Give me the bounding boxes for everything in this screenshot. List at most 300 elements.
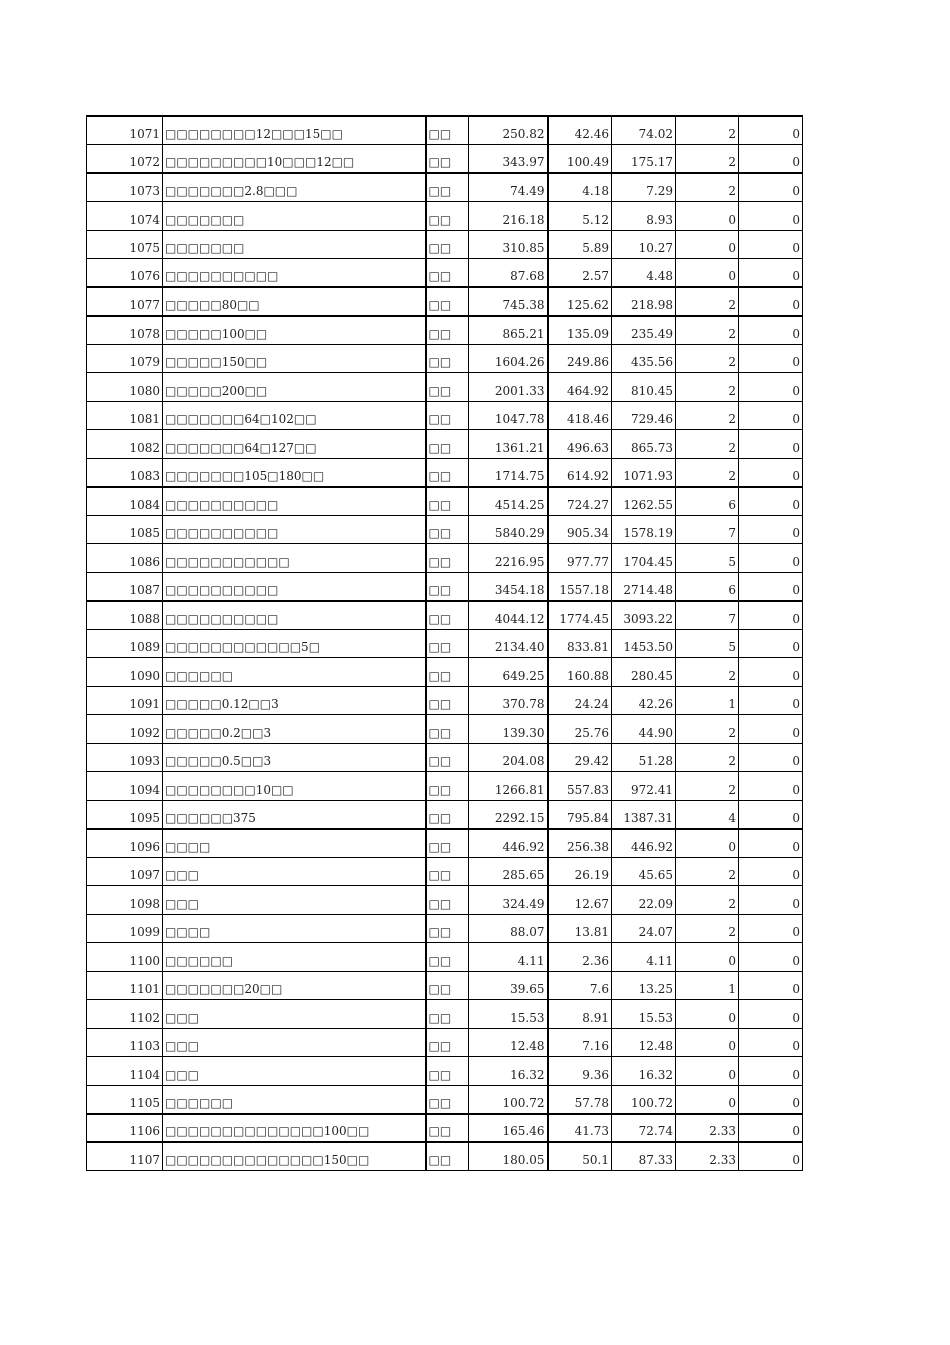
value-2-cell: 41.73 bbox=[548, 1114, 612, 1143]
table-row bbox=[87, 857, 803, 886]
value-3-cell: 51.28 bbox=[612, 743, 676, 772]
item-name-cell: □□□□□□□□□□□□□□150□□ bbox=[163, 1142, 426, 1171]
value-1-cell: 1047.78 bbox=[469, 401, 548, 430]
row-number-cell: 1082 bbox=[87, 430, 163, 459]
value-1-cell: 204.08 bbox=[469, 743, 548, 772]
value-2-cell: 100.49 bbox=[548, 145, 612, 174]
item-name-cell: □□□□□□□□□□□□□□100□□ bbox=[163, 1114, 426, 1143]
value-5-cell: 0 bbox=[739, 173, 803, 202]
value-1-cell: 15.53 bbox=[469, 1000, 548, 1029]
value-1-cell: 1361.21 bbox=[469, 430, 548, 459]
row-number-cell: 1092 bbox=[87, 715, 163, 744]
value-2-cell: 2.36 bbox=[548, 943, 612, 972]
unit-cell: □□ bbox=[426, 943, 469, 972]
value-3-cell: 10.27 bbox=[612, 230, 676, 259]
item-name-cell: □□□□□□ bbox=[163, 1085, 426, 1114]
unit-cell: □□ bbox=[426, 743, 469, 772]
value-4-cell: 2.33 bbox=[676, 1142, 739, 1171]
value-1-cell: 12.48 bbox=[469, 1028, 548, 1057]
value-2-cell: 13.81 bbox=[548, 914, 612, 943]
value-4-cell: 2 bbox=[676, 914, 739, 943]
unit-cell: □□ bbox=[426, 287, 469, 316]
value-3-cell: 972.41 bbox=[612, 772, 676, 801]
value-3-cell: 280.45 bbox=[612, 658, 676, 687]
table-row bbox=[87, 230, 803, 259]
value-5-cell: 0 bbox=[739, 515, 803, 544]
row-number-cell: 1072 bbox=[87, 145, 163, 174]
value-3-cell: 1453.50 bbox=[612, 629, 676, 658]
item-name-cell: □□□□□□□ bbox=[163, 230, 426, 259]
value-1-cell: 865.21 bbox=[469, 316, 548, 345]
unit-cell: □□ bbox=[426, 230, 469, 259]
value-4-cell: 6 bbox=[676, 487, 739, 516]
row-number-cell: 1102 bbox=[87, 1000, 163, 1029]
item-name-cell: □□□ bbox=[163, 1057, 426, 1086]
item-name-cell: □□□□□□□□□□ bbox=[163, 572, 426, 601]
table-row bbox=[87, 715, 803, 744]
table-row bbox=[87, 829, 803, 858]
value-1-cell: 216.18 bbox=[469, 202, 548, 231]
value-5-cell: 0 bbox=[739, 259, 803, 288]
table-row bbox=[87, 629, 803, 658]
row-number-cell: 1083 bbox=[87, 458, 163, 487]
value-5-cell: 0 bbox=[739, 772, 803, 801]
unit-cell: □□ bbox=[426, 202, 469, 231]
value-4-cell: 0 bbox=[676, 1000, 739, 1029]
value-1-cell: 285.65 bbox=[469, 857, 548, 886]
unit-cell: □□ bbox=[426, 145, 469, 174]
value-4-cell: 0 bbox=[676, 943, 739, 972]
table-row bbox=[87, 1114, 803, 1143]
row-number-cell: 1104 bbox=[87, 1057, 163, 1086]
value-2-cell: 26.19 bbox=[548, 857, 612, 886]
value-2-cell: 2.57 bbox=[548, 259, 612, 288]
item-name-cell: □□□□□□□64□102□□ bbox=[163, 401, 426, 430]
value-5-cell: 0 bbox=[739, 886, 803, 915]
value-1-cell: 100.72 bbox=[469, 1085, 548, 1114]
unit-cell: □□ bbox=[426, 886, 469, 915]
value-5-cell: 0 bbox=[739, 800, 803, 829]
value-3-cell: 1578.19 bbox=[612, 515, 676, 544]
table-row bbox=[87, 572, 803, 601]
value-3-cell: 44.90 bbox=[612, 715, 676, 744]
item-name-cell: □□□ bbox=[163, 1028, 426, 1057]
table-row bbox=[87, 1028, 803, 1057]
table-row bbox=[87, 544, 803, 573]
unit-cell: □□ bbox=[426, 1142, 469, 1171]
value-2-cell: 249.86 bbox=[548, 344, 612, 373]
value-4-cell: 2 bbox=[676, 458, 739, 487]
value-5-cell: 0 bbox=[739, 686, 803, 715]
value-4-cell: 0 bbox=[676, 1085, 739, 1114]
value-2-cell: 135.09 bbox=[548, 316, 612, 345]
row-number-cell: 1087 bbox=[87, 572, 163, 601]
unit-cell: □□ bbox=[426, 658, 469, 687]
value-2-cell: 42.46 bbox=[548, 116, 612, 145]
row-number-cell: 1073 bbox=[87, 173, 163, 202]
unit-cell: □□ bbox=[426, 601, 469, 630]
table-row bbox=[87, 458, 803, 487]
value-4-cell: 0 bbox=[676, 230, 739, 259]
table-body bbox=[87, 116, 803, 1171]
value-3-cell: 1387.31 bbox=[612, 800, 676, 829]
table-row bbox=[87, 800, 803, 829]
value-4-cell: 2 bbox=[676, 430, 739, 459]
row-number-cell: 1096 bbox=[87, 829, 163, 858]
unit-cell: □□ bbox=[426, 316, 469, 345]
value-5-cell: 0 bbox=[739, 914, 803, 943]
item-name-cell: □□□□□□□64□127□□ bbox=[163, 430, 426, 459]
value-4-cell: 2 bbox=[676, 772, 739, 801]
value-3-cell: 1704.45 bbox=[612, 544, 676, 573]
unit-cell: □□ bbox=[426, 1057, 469, 1086]
unit-cell: □□ bbox=[426, 572, 469, 601]
value-1-cell: 165.46 bbox=[469, 1114, 548, 1143]
row-number-cell: 1091 bbox=[87, 686, 163, 715]
value-4-cell: 2 bbox=[676, 401, 739, 430]
value-2-cell: 418.46 bbox=[548, 401, 612, 430]
value-1-cell: 87.68 bbox=[469, 259, 548, 288]
value-3-cell: 810.45 bbox=[612, 373, 676, 402]
row-number-cell: 1089 bbox=[87, 629, 163, 658]
value-4-cell: 2 bbox=[676, 116, 739, 145]
value-4-cell: 5 bbox=[676, 629, 739, 658]
value-4-cell: 0 bbox=[676, 259, 739, 288]
value-1-cell: 3454.18 bbox=[469, 572, 548, 601]
table-row bbox=[87, 373, 803, 402]
row-number-cell: 1081 bbox=[87, 401, 163, 430]
value-5-cell: 0 bbox=[739, 1028, 803, 1057]
unit-cell: □□ bbox=[426, 401, 469, 430]
value-1-cell: 370.78 bbox=[469, 686, 548, 715]
value-2-cell: 977.77 bbox=[548, 544, 612, 573]
value-3-cell: 72.74 bbox=[612, 1114, 676, 1143]
value-3-cell: 3093.22 bbox=[612, 601, 676, 630]
value-4-cell: 5 bbox=[676, 544, 739, 573]
value-2-cell: 7.6 bbox=[548, 971, 612, 1000]
value-2-cell: 614.92 bbox=[548, 458, 612, 487]
unit-cell: □□ bbox=[426, 1028, 469, 1057]
item-name-cell: □□□□□200□□ bbox=[163, 373, 426, 402]
value-2-cell: 160.88 bbox=[548, 658, 612, 687]
value-3-cell: 1071.93 bbox=[612, 458, 676, 487]
value-5-cell: 0 bbox=[739, 943, 803, 972]
table-row bbox=[87, 914, 803, 943]
value-1-cell: 2134.40 bbox=[469, 629, 548, 658]
value-3-cell: 7.29 bbox=[612, 173, 676, 202]
value-1-cell: 180.05 bbox=[469, 1142, 548, 1171]
value-4-cell: 2 bbox=[676, 743, 739, 772]
value-2-cell: 464.92 bbox=[548, 373, 612, 402]
row-number-cell: 1084 bbox=[87, 487, 163, 516]
value-1-cell: 1604.26 bbox=[469, 344, 548, 373]
value-4-cell: 0 bbox=[676, 1028, 739, 1057]
value-3-cell: 42.26 bbox=[612, 686, 676, 715]
value-4-cell: 2 bbox=[676, 287, 739, 316]
value-4-cell: 2 bbox=[676, 145, 739, 174]
value-1-cell: 343.97 bbox=[469, 145, 548, 174]
value-4-cell: 2 bbox=[676, 344, 739, 373]
table-row bbox=[87, 772, 803, 801]
value-4-cell: 2 bbox=[676, 886, 739, 915]
value-5-cell: 0 bbox=[739, 1114, 803, 1143]
table-row bbox=[87, 173, 803, 202]
unit-cell: □□ bbox=[426, 458, 469, 487]
value-5-cell: 0 bbox=[739, 116, 803, 145]
table-row bbox=[87, 1142, 803, 1171]
unit-cell: □□ bbox=[426, 1000, 469, 1029]
table-row bbox=[87, 943, 803, 972]
value-5-cell: 0 bbox=[739, 316, 803, 345]
value-2-cell: 125.62 bbox=[548, 287, 612, 316]
item-name-cell: □□□□ bbox=[163, 914, 426, 943]
value-4-cell: 4 bbox=[676, 800, 739, 829]
row-number-cell: 1074 bbox=[87, 202, 163, 231]
item-name-cell: □□□□□0.2□□3 bbox=[163, 715, 426, 744]
value-4-cell: 7 bbox=[676, 515, 739, 544]
table-row bbox=[87, 1057, 803, 1086]
value-1-cell: 446.92 bbox=[469, 829, 548, 858]
row-number-cell: 1103 bbox=[87, 1028, 163, 1057]
table-row bbox=[87, 686, 803, 715]
unit-cell: □□ bbox=[426, 686, 469, 715]
row-number-cell: 1100 bbox=[87, 943, 163, 972]
value-2-cell: 724.27 bbox=[548, 487, 612, 516]
value-2-cell: 1774.45 bbox=[548, 601, 612, 630]
unit-cell: □□ bbox=[426, 544, 469, 573]
value-3-cell: 87.33 bbox=[612, 1142, 676, 1171]
row-number-cell: 1105 bbox=[87, 1085, 163, 1114]
value-1-cell: 74.49 bbox=[469, 173, 548, 202]
unit-cell: □□ bbox=[426, 373, 469, 402]
value-2-cell: 557.83 bbox=[548, 772, 612, 801]
value-2-cell: 57.78 bbox=[548, 1085, 612, 1114]
value-5-cell: 0 bbox=[739, 971, 803, 1000]
item-name-cell: □□□□□□ bbox=[163, 658, 426, 687]
value-2-cell: 50.1 bbox=[548, 1142, 612, 1171]
value-1-cell: 5840.29 bbox=[469, 515, 548, 544]
value-2-cell: 833.81 bbox=[548, 629, 612, 658]
row-number-cell: 1097 bbox=[87, 857, 163, 886]
value-3-cell: 15.53 bbox=[612, 1000, 676, 1029]
value-5-cell: 0 bbox=[739, 287, 803, 316]
value-2-cell: 25.76 bbox=[548, 715, 612, 744]
value-1-cell: 1266.81 bbox=[469, 772, 548, 801]
value-5-cell: 0 bbox=[739, 458, 803, 487]
unit-cell: □□ bbox=[426, 715, 469, 744]
table-row bbox=[87, 259, 803, 288]
unit-cell: □□ bbox=[426, 1085, 469, 1114]
table-row bbox=[87, 515, 803, 544]
value-2-cell: 9.36 bbox=[548, 1057, 612, 1086]
item-name-cell: □□□ bbox=[163, 886, 426, 915]
value-5-cell: 0 bbox=[739, 544, 803, 573]
value-3-cell: 218.98 bbox=[612, 287, 676, 316]
table-row bbox=[87, 971, 803, 1000]
table-row bbox=[87, 202, 803, 231]
value-5-cell: 0 bbox=[739, 743, 803, 772]
item-name-cell: □□□□□□□□□□ bbox=[163, 487, 426, 516]
value-1-cell: 310.85 bbox=[469, 230, 548, 259]
value-5-cell: 0 bbox=[739, 857, 803, 886]
value-2-cell: 5.89 bbox=[548, 230, 612, 259]
value-1-cell: 1714.75 bbox=[469, 458, 548, 487]
item-name-cell: □□□ bbox=[163, 857, 426, 886]
value-3-cell: 16.32 bbox=[612, 1057, 676, 1086]
row-number-cell: 1086 bbox=[87, 544, 163, 573]
row-number-cell: 1090 bbox=[87, 658, 163, 687]
value-3-cell: 235.49 bbox=[612, 316, 676, 345]
unit-cell: □□ bbox=[426, 629, 469, 658]
value-5-cell: 0 bbox=[739, 1085, 803, 1114]
item-name-cell: □□□□□□□□□□ bbox=[163, 515, 426, 544]
row-number-cell: 1078 bbox=[87, 316, 163, 345]
value-3-cell: 435.56 bbox=[612, 344, 676, 373]
table-row bbox=[87, 116, 803, 145]
value-2-cell: 24.24 bbox=[548, 686, 612, 715]
value-3-cell: 175.17 bbox=[612, 145, 676, 174]
value-5-cell: 0 bbox=[739, 572, 803, 601]
row-number-cell: 1075 bbox=[87, 230, 163, 259]
row-number-cell: 1094 bbox=[87, 772, 163, 801]
value-5-cell: 0 bbox=[739, 658, 803, 687]
value-2-cell: 905.34 bbox=[548, 515, 612, 544]
value-5-cell: 0 bbox=[739, 344, 803, 373]
item-name-cell: □□□□□□□□□□□ bbox=[163, 544, 426, 573]
table-row bbox=[87, 316, 803, 345]
value-2-cell: 795.84 bbox=[548, 800, 612, 829]
value-2-cell: 256.38 bbox=[548, 829, 612, 858]
value-3-cell: 729.46 bbox=[612, 401, 676, 430]
table-row bbox=[87, 287, 803, 316]
unit-cell: □□ bbox=[426, 515, 469, 544]
value-3-cell: 22.09 bbox=[612, 886, 676, 915]
unit-cell: □□ bbox=[426, 857, 469, 886]
value-5-cell: 0 bbox=[739, 430, 803, 459]
item-name-cell: □□□□□□375 bbox=[163, 800, 426, 829]
value-4-cell: 1 bbox=[676, 686, 739, 715]
value-4-cell: 2 bbox=[676, 658, 739, 687]
unit-cell: □□ bbox=[426, 487, 469, 516]
value-5-cell: 0 bbox=[739, 487, 803, 516]
table-row bbox=[87, 430, 803, 459]
value-4-cell: 2 bbox=[676, 857, 739, 886]
value-1-cell: 4514.25 bbox=[469, 487, 548, 516]
item-name-cell: □□□□□□□□□10□□□12□□ bbox=[163, 145, 426, 174]
item-name-cell: □□□□□□□□12□□□15□□ bbox=[163, 116, 426, 145]
item-name-cell: □□□□□□□□10□□ bbox=[163, 772, 426, 801]
row-number-cell: 1076 bbox=[87, 259, 163, 288]
table-row bbox=[87, 601, 803, 630]
row-number-cell: 1080 bbox=[87, 373, 163, 402]
row-number-cell: 1107 bbox=[87, 1142, 163, 1171]
value-2-cell: 12.67 bbox=[548, 886, 612, 915]
value-4-cell: 2 bbox=[676, 316, 739, 345]
value-3-cell: 24.07 bbox=[612, 914, 676, 943]
unit-cell: □□ bbox=[426, 430, 469, 459]
data-table bbox=[86, 115, 803, 1171]
value-1-cell: 2292.15 bbox=[469, 800, 548, 829]
value-2-cell: 29.42 bbox=[548, 743, 612, 772]
unit-cell: □□ bbox=[426, 800, 469, 829]
unit-cell: □□ bbox=[426, 116, 469, 145]
item-name-cell: □□□□ bbox=[163, 829, 426, 858]
value-5-cell: 0 bbox=[739, 202, 803, 231]
value-1-cell: 39.65 bbox=[469, 971, 548, 1000]
value-4-cell: 0 bbox=[676, 829, 739, 858]
value-4-cell: 6 bbox=[676, 572, 739, 601]
value-1-cell: 649.25 bbox=[469, 658, 548, 687]
value-4-cell: 7 bbox=[676, 601, 739, 630]
value-5-cell: 0 bbox=[739, 1142, 803, 1171]
value-4-cell: 2.33 bbox=[676, 1114, 739, 1143]
value-1-cell: 16.32 bbox=[469, 1057, 548, 1086]
value-1-cell: 324.49 bbox=[469, 886, 548, 915]
item-name-cell: □□□□□□□2.8□□□ bbox=[163, 173, 426, 202]
value-1-cell: 2001.33 bbox=[469, 373, 548, 402]
value-2-cell: 1557.18 bbox=[548, 572, 612, 601]
value-2-cell: 496.63 bbox=[548, 430, 612, 459]
table-row bbox=[87, 1085, 803, 1114]
unit-cell: □□ bbox=[426, 173, 469, 202]
value-1-cell: 4.11 bbox=[469, 943, 548, 972]
value-4-cell: 1 bbox=[676, 971, 739, 1000]
value-4-cell: 2 bbox=[676, 715, 739, 744]
item-name-cell: □□□□□□□□□□ bbox=[163, 259, 426, 288]
table-row bbox=[87, 1000, 803, 1029]
value-3-cell: 865.73 bbox=[612, 430, 676, 459]
item-name-cell: □□□□□100□□ bbox=[163, 316, 426, 345]
item-name-cell: □□□□□□ bbox=[163, 943, 426, 972]
item-name-cell: □□□□□80□□ bbox=[163, 287, 426, 316]
value-3-cell: 13.25 bbox=[612, 971, 676, 1000]
row-number-cell: 1099 bbox=[87, 914, 163, 943]
value-4-cell: 0 bbox=[676, 1057, 739, 1086]
value-5-cell: 0 bbox=[739, 1057, 803, 1086]
item-name-cell: □□□□□□□105□180□□ bbox=[163, 458, 426, 487]
item-name-cell: □□□□□□□□□□□□5□ bbox=[163, 629, 426, 658]
value-2-cell: 7.16 bbox=[548, 1028, 612, 1057]
row-number-cell: 1088 bbox=[87, 601, 163, 630]
row-number-cell: 1101 bbox=[87, 971, 163, 1000]
table-row bbox=[87, 401, 803, 430]
value-5-cell: 0 bbox=[739, 629, 803, 658]
value-1-cell: 4044.12 bbox=[469, 601, 548, 630]
value-3-cell: 12.48 bbox=[612, 1028, 676, 1057]
table-row bbox=[87, 344, 803, 373]
value-3-cell: 4.48 bbox=[612, 259, 676, 288]
table-row bbox=[87, 743, 803, 772]
value-4-cell: 0 bbox=[676, 202, 739, 231]
row-number-cell: 1071 bbox=[87, 116, 163, 145]
item-name-cell: □□□□□150□□ bbox=[163, 344, 426, 373]
unit-cell: □□ bbox=[426, 772, 469, 801]
item-name-cell: □□□□□0.12□□3 bbox=[163, 686, 426, 715]
value-5-cell: 0 bbox=[739, 601, 803, 630]
row-number-cell: 1098 bbox=[87, 886, 163, 915]
value-3-cell: 45.65 bbox=[612, 857, 676, 886]
item-name-cell: □□□□□0.5□□3 bbox=[163, 743, 426, 772]
value-3-cell: 100.72 bbox=[612, 1085, 676, 1114]
value-5-cell: 0 bbox=[739, 230, 803, 259]
value-2-cell: 5.12 bbox=[548, 202, 612, 231]
unit-cell: □□ bbox=[426, 829, 469, 858]
value-3-cell: 446.92 bbox=[612, 829, 676, 858]
value-1-cell: 139.30 bbox=[469, 715, 548, 744]
value-3-cell: 1262.55 bbox=[612, 487, 676, 516]
value-5-cell: 0 bbox=[739, 373, 803, 402]
value-2-cell: 4.18 bbox=[548, 173, 612, 202]
